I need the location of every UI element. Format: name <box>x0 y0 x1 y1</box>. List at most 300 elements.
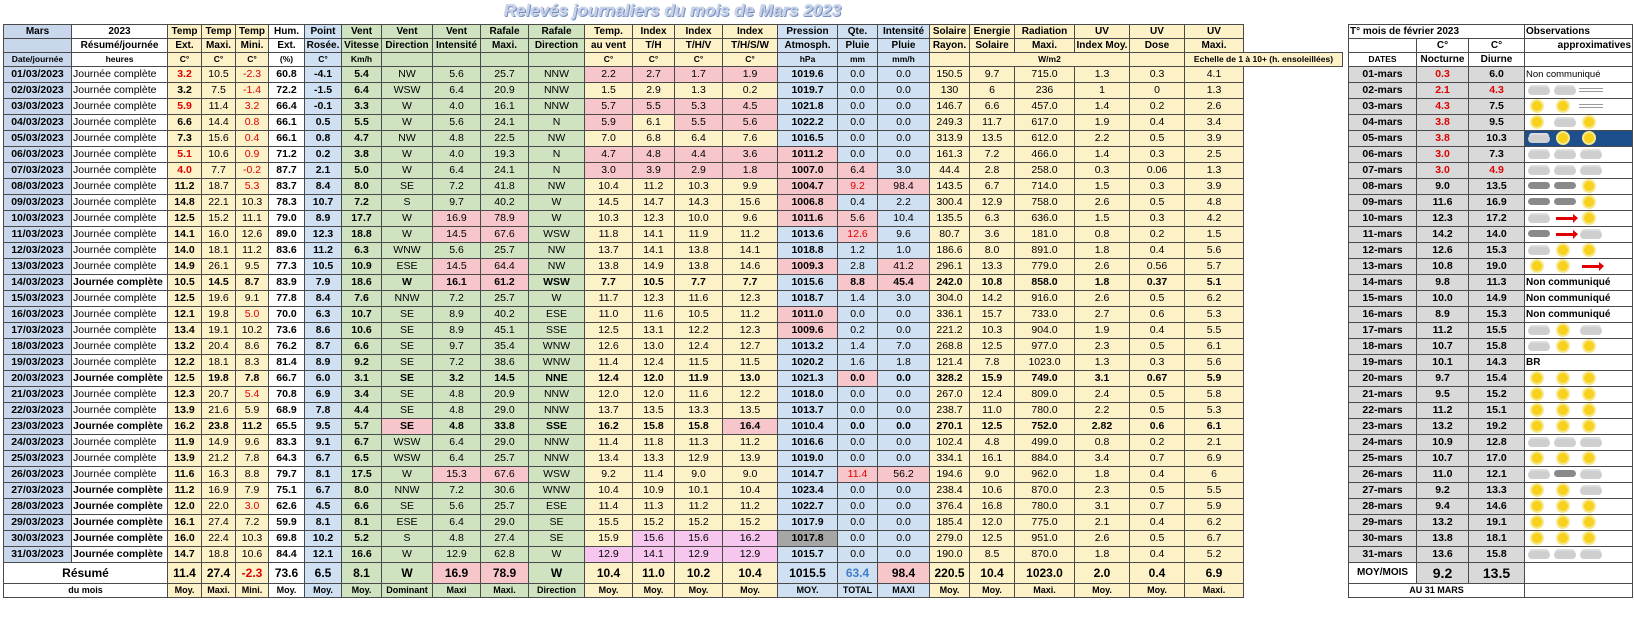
data-cell: 4.4 <box>675 147 723 163</box>
data-cell: 10.5 <box>675 307 723 323</box>
rain-cloud-icon <box>1552 180 1578 193</box>
nocturne-value: 4.3 <box>1417 99 1469 115</box>
date-cell: 01/03/2023 <box>4 67 72 83</box>
data-cell: 870.0 <box>1015 547 1075 563</box>
data-cell: 16.1 <box>481 99 529 115</box>
summary-footer: Moy. <box>342 584 382 598</box>
data-cell: Journée complète <box>72 483 168 499</box>
nocturne-value: 11.6 <box>1417 195 1469 211</box>
data-cell: 41.8 <box>481 179 529 195</box>
column-header: mm <box>838 53 878 67</box>
data-cell: 19.8 <box>202 371 236 387</box>
nocturne-label: Nocturne <box>1417 53 1469 67</box>
data-cell: 12.7 <box>723 339 778 355</box>
observation-cell <box>1525 403 1633 419</box>
data-cell: NNW <box>529 83 585 99</box>
data-cell: 4.5 <box>723 99 778 115</box>
data-cell: 3.9 <box>1185 131 1244 147</box>
data-cell: Journée complète <box>72 243 168 259</box>
nocturne-value: 3.0 <box>1417 163 1469 179</box>
date-cell: 19-mars <box>1349 355 1417 371</box>
data-cell: 0.5 <box>305 115 342 131</box>
wind-arrow-icon <box>1578 260 1604 273</box>
data-cell: 8.8 <box>236 467 269 483</box>
nocturne-value: 10.0 <box>1417 291 1469 307</box>
summary-row <box>4 563 1343 584</box>
data-cell: 7.0 <box>585 131 633 147</box>
date-cell: 25/03/2023 <box>4 451 72 467</box>
date-cell: 20-mars <box>1349 371 1417 387</box>
column-header: Rafale <box>529 25 585 39</box>
summary-value: 220.5 <box>930 563 970 584</box>
data-cell: 40.2 <box>481 307 529 323</box>
data-cell: 10.3 <box>585 211 633 227</box>
date-cell: 12-mars <box>1349 243 1417 259</box>
data-cell: 5.0 <box>236 307 269 323</box>
data-cell: 68.9 <box>269 403 305 419</box>
data-cell: 6.3 <box>970 211 1015 227</box>
data-cell: 2.2 <box>1075 131 1130 147</box>
sun-icon <box>1552 340 1578 353</box>
data-cell: 8.1 <box>305 515 342 531</box>
nocturne-value: 14.2 <box>1417 227 1469 243</box>
data-cell: 6.1 <box>633 115 675 131</box>
summary-value: 10.2 <box>675 563 723 584</box>
data-cell: 16.9 <box>433 211 481 227</box>
date-cell: 09-mars <box>1349 195 1417 211</box>
data-cell: 4.8 <box>433 131 481 147</box>
column-header: UV <box>1130 25 1185 39</box>
date-cell: 07/03/2023 <box>4 163 72 179</box>
data-cell: 15.8 <box>675 419 723 435</box>
data-cell: 5.9 <box>1185 499 1244 515</box>
data-cell: 5.7 <box>1185 259 1244 275</box>
column-header <box>930 53 970 67</box>
data-cell: 3.1 <box>342 371 382 387</box>
data-cell: 0.5 <box>1130 291 1185 307</box>
table-row <box>1349 435 1633 451</box>
data-cell: 71.2 <box>269 147 305 163</box>
data-cell: Journée complète <box>72 259 168 275</box>
summary-footer: Moy. <box>1130 584 1185 598</box>
data-cell: SE <box>382 355 433 371</box>
data-cell: Journée complète <box>72 371 168 387</box>
data-cell: 13.9 <box>168 403 202 419</box>
data-cell: 146.7 <box>930 99 970 115</box>
diurne-value: 13.5 <box>1469 179 1525 195</box>
diurne-value: 15.4 <box>1469 371 1525 387</box>
data-cell: NNW <box>529 67 585 83</box>
table-row <box>1349 515 1633 531</box>
summary-value: 10.4 <box>970 563 1015 584</box>
data-cell: 6.1 <box>1185 419 1244 435</box>
column-header <box>1130 53 1185 67</box>
data-cell: 7.6 <box>342 291 382 307</box>
column-header: Date/journée <box>4 53 72 67</box>
data-cell: 617.0 <box>1015 115 1075 131</box>
data-cell: 775.0 <box>1015 515 1075 531</box>
observation-cell <box>1525 419 1633 435</box>
data-cell: 13.8 <box>585 259 633 275</box>
cloud-icon <box>1578 484 1604 497</box>
data-cell: 8.7 <box>305 339 342 355</box>
table-row <box>4 371 1343 387</box>
data-cell: 7.6 <box>723 131 778 147</box>
table-row <box>4 403 1343 419</box>
data-cell: SE <box>529 515 585 531</box>
data-cell: 12.0 <box>633 371 675 387</box>
observations-subtitle: approximatives <box>1525 39 1633 53</box>
daily-readings-table <box>3 24 1343 598</box>
observation-text: Non communiqué <box>1526 293 1611 304</box>
data-cell: W <box>382 547 433 563</box>
cloud-icon <box>1526 468 1552 481</box>
column-header: UV <box>1185 25 1244 39</box>
diurne-value: 19.1 <box>1469 515 1525 531</box>
data-cell: 11.4 <box>585 435 633 451</box>
data-cell: Journée complète <box>72 83 168 99</box>
data-cell: 10.5 <box>168 275 202 291</box>
data-cell: Journée complète <box>72 403 168 419</box>
column-header: Rafale <box>481 25 529 39</box>
data-cell: 0.0 <box>838 387 878 403</box>
observation-cell <box>1525 499 1633 515</box>
observation-cell <box>1525 387 1633 403</box>
data-cell: 8.6 <box>236 339 269 355</box>
data-cell: 0.5 <box>1130 339 1185 355</box>
data-cell: 1010.4 <box>778 419 838 435</box>
date-cell: 06/03/2023 <box>4 147 72 163</box>
rain-cloud-icon <box>1526 228 1552 241</box>
diurne-value: 12.8 <box>1469 435 1525 451</box>
data-cell: 5.4 <box>236 387 269 403</box>
data-cell: 13.4 <box>168 323 202 339</box>
data-cell: WNW <box>529 339 585 355</box>
data-cell: 3.4 <box>342 387 382 403</box>
data-cell: 1.8 <box>878 355 930 371</box>
data-cell: 18.1 <box>202 243 236 259</box>
data-cell: 0.0 <box>878 131 930 147</box>
table-row <box>1349 371 1633 387</box>
data-cell: 11.2 <box>305 243 342 259</box>
date-cell: 01-mars <box>1349 67 1417 83</box>
column-header: Solaire <box>930 25 970 39</box>
data-cell: 14.5 <box>585 195 633 211</box>
data-cell: 1004.7 <box>778 179 838 195</box>
data-cell: 1.9 <box>1075 323 1130 339</box>
data-cell: Journée complète <box>72 339 168 355</box>
data-cell: 41.2 <box>878 259 930 275</box>
data-cell: 0.37 <box>1130 275 1185 291</box>
data-cell: 6.3 <box>305 307 342 323</box>
observation-text: BR <box>1526 357 1541 368</box>
summary-footer: TOTAL <box>838 584 878 598</box>
data-cell: 10.1 <box>675 483 723 499</box>
data-cell: 25.7 <box>481 243 529 259</box>
data-cell: 6.4 <box>675 131 723 147</box>
data-cell: Journée complète <box>72 531 168 547</box>
data-cell: 16.2 <box>585 419 633 435</box>
column-header: Pluie <box>878 39 930 53</box>
diurne-value: 13.3 <box>1469 483 1525 499</box>
diurne-label: Diurne <box>1469 53 1525 67</box>
data-cell: 238.7 <box>930 403 970 419</box>
data-cell: 2.82 <box>1075 419 1130 435</box>
data-cell: 20.7 <box>202 387 236 403</box>
data-cell: 268.8 <box>930 339 970 355</box>
data-cell: 11.2 <box>236 419 269 435</box>
nocturne-value: 12.6 <box>1417 243 1469 259</box>
date-cell: 28-mars <box>1349 499 1417 515</box>
data-cell: 7.9 <box>305 275 342 291</box>
table-row <box>4 483 1343 499</box>
data-cell: 13.5 <box>723 403 778 419</box>
data-cell: 8.8 <box>838 275 878 291</box>
data-cell: WSW <box>382 83 433 99</box>
data-cell: 11.2 <box>168 483 202 499</box>
summary-value: 1023.0 <box>1015 563 1075 584</box>
nocturne-value: 3.0 <box>1417 147 1469 163</box>
header-row <box>4 39 1343 53</box>
data-cell: W <box>382 99 433 115</box>
nocturne-value: 13.2 <box>1417 419 1469 435</box>
table-row <box>1349 195 1633 211</box>
data-cell: 2.6 <box>1075 531 1130 547</box>
data-cell: 9.9 <box>723 179 778 195</box>
summary-value: 10.4 <box>585 563 633 584</box>
table-row <box>4 291 1343 307</box>
data-cell: 15.2 <box>675 515 723 531</box>
data-cell: 13.7 <box>585 243 633 259</box>
summary-label: MOY/MOIS <box>1349 563 1417 584</box>
data-cell: 18.7 <box>202 179 236 195</box>
data-cell: 12.1 <box>305 547 342 563</box>
data-cell: 977.0 <box>1015 339 1075 355</box>
table-row <box>4 547 1343 563</box>
data-cell: 14.5 <box>433 259 481 275</box>
column-header: Hum. <box>269 25 305 39</box>
data-cell: 25.7 <box>481 499 529 515</box>
data-cell: 65.5 <box>269 419 305 435</box>
observation-cell <box>1525 435 1633 451</box>
data-cell: 2.1 <box>305 163 342 179</box>
column-header: Intensité <box>878 25 930 39</box>
summary-nocturne: 9.2 <box>1417 563 1469 584</box>
data-cell: ESE <box>382 515 433 531</box>
column-header: C° <box>585 53 633 67</box>
table-row <box>4 435 1343 451</box>
data-cell: 12.9 <box>433 547 481 563</box>
data-cell: 81.4 <box>269 355 305 371</box>
data-cell: 5.6 <box>1185 243 1244 259</box>
data-cell: 3.0 <box>878 291 930 307</box>
data-cell: 336.1 <box>930 307 970 323</box>
data-cell: 5.6 <box>433 67 481 83</box>
column-header: Dose <box>1130 39 1185 53</box>
sun-icon <box>1578 532 1604 545</box>
data-cell: 66.1 <box>269 115 305 131</box>
table-row <box>1349 499 1633 515</box>
data-cell: 20.9 <box>481 387 529 403</box>
data-cell: S <box>382 531 433 547</box>
data-cell: 5.9 <box>585 115 633 131</box>
data-cell: 916.0 <box>1015 291 1075 307</box>
data-cell: 334.1 <box>930 451 970 467</box>
data-cell: 16.2 <box>723 531 778 547</box>
data-cell: 59.9 <box>269 515 305 531</box>
data-cell: 0.0 <box>838 403 878 419</box>
data-cell: 19.3 <box>481 147 529 163</box>
data-cell: 715.0 <box>1015 67 1075 83</box>
nocturne-value: 9.0 <box>1417 179 1469 195</box>
data-cell: 10.0 <box>675 211 723 227</box>
diurne-value: 19.2 <box>1469 419 1525 435</box>
data-cell: 4.8 <box>433 419 481 435</box>
page-title: Relevés journaliers du mois de Mars 2023 <box>503 1 842 20</box>
column-header: Temp <box>236 25 269 39</box>
data-cell: 11.1 <box>236 211 269 227</box>
data-cell: 3.4 <box>1185 115 1244 131</box>
data-cell: 10.4 <box>585 179 633 195</box>
data-cell: 19.6 <box>202 291 236 307</box>
summary-footer: Moy. <box>633 584 675 598</box>
data-cell: 1.3 <box>1075 67 1130 83</box>
data-cell: 13.8 <box>675 243 723 259</box>
data-cell: 5.5 <box>342 115 382 131</box>
data-cell: 1.4 <box>838 339 878 355</box>
data-cell: W <box>529 195 585 211</box>
data-cell: 1.3 <box>1075 355 1130 371</box>
column-header: Vitesse <box>342 39 382 53</box>
date-cell: 29-mars <box>1349 515 1417 531</box>
data-cell: 0.0 <box>878 531 930 547</box>
data-cell: 12.3 <box>633 211 675 227</box>
data-cell: 4.2 <box>1185 211 1244 227</box>
data-cell: 10.7 <box>342 307 382 323</box>
data-cell: 7.7 <box>585 275 633 291</box>
summary-footer: Maxi. <box>1185 584 1244 598</box>
data-cell: 1.3 <box>1185 163 1244 179</box>
data-cell: 61.2 <box>481 275 529 291</box>
summary-value: 27.4 <box>202 563 236 584</box>
table-row <box>1349 483 1633 499</box>
data-cell: 20.9 <box>481 83 529 99</box>
date-cell: 13/03/2023 <box>4 259 72 275</box>
data-cell: 0.3 <box>1130 179 1185 195</box>
observation-cell <box>1525 531 1633 547</box>
sun-icon <box>1526 388 1552 401</box>
data-cell: 12.5 <box>970 531 1015 547</box>
data-cell: 15.2 <box>633 515 675 531</box>
table-row <box>4 259 1343 275</box>
data-cell: 5.6 <box>723 115 778 131</box>
data-cell: 3.6 <box>970 227 1015 243</box>
table-row <box>1349 99 1633 115</box>
data-cell: 9.6 <box>236 435 269 451</box>
diurne-value: 18.1 <box>1469 531 1525 547</box>
data-cell: 0.0 <box>878 115 930 131</box>
data-cell: 5.1 <box>168 147 202 163</box>
sun-icon <box>1526 500 1552 513</box>
data-cell: 8.9 <box>305 355 342 371</box>
data-cell: 904.0 <box>1015 323 1075 339</box>
nocturne-value: 13.6 <box>1417 547 1469 563</box>
data-cell: 221.2 <box>930 323 970 339</box>
data-cell: 1.7 <box>675 67 723 83</box>
data-cell: 70.8 <box>269 387 305 403</box>
data-cell: 89.0 <box>269 227 305 243</box>
data-cell: 0.5 <box>1130 483 1185 499</box>
table-row <box>1349 387 1633 403</box>
data-cell: 6.8 <box>633 131 675 147</box>
data-cell: 1.5 <box>1075 179 1130 195</box>
column-header: C° <box>236 53 269 67</box>
data-cell: 13.2 <box>168 339 202 355</box>
data-cell: SE <box>382 499 433 515</box>
data-cell: 3.9 <box>1185 179 1244 195</box>
data-cell: NW <box>529 259 585 275</box>
data-cell: 5.6 <box>433 115 481 131</box>
date-cell: 03-mars <box>1349 99 1417 115</box>
data-cell: 45.1 <box>481 323 529 339</box>
data-cell: Journée complète <box>72 211 168 227</box>
header-row <box>4 53 1343 67</box>
data-cell: 11.4 <box>585 499 633 515</box>
data-cell: SE <box>529 531 585 547</box>
summary-value: 2.0 <box>1075 563 1130 584</box>
data-cell: 11.2 <box>723 499 778 515</box>
data-cell: 10.6 <box>236 547 269 563</box>
date-cell: 26-mars <box>1349 467 1417 483</box>
table-row <box>4 339 1343 355</box>
data-cell: 7.8 <box>236 451 269 467</box>
data-cell: 5.5 <box>633 99 675 115</box>
data-cell: 84.4 <box>269 547 305 563</box>
data-cell: 14.3 <box>675 195 723 211</box>
data-cell: 14.5 <box>202 275 236 291</box>
table-row <box>4 131 1343 147</box>
data-cell: 13.3 <box>633 451 675 467</box>
data-cell: 6.5 <box>342 451 382 467</box>
observations-title: Observations <box>1525 25 1633 39</box>
nocturne-value: 10.7 <box>1417 339 1469 355</box>
column-header: Ext. <box>168 39 202 53</box>
data-cell: N <box>529 163 585 179</box>
data-cell: 6.9 <box>305 387 342 403</box>
observation-cell <box>1525 195 1633 211</box>
sun-icon <box>1578 340 1604 353</box>
column-header <box>382 53 433 67</box>
diurne-value: 17.2 <box>1469 211 1525 227</box>
data-cell: 9.1 <box>236 291 269 307</box>
data-cell: 25.7 <box>481 67 529 83</box>
data-cell: Journée complète <box>72 515 168 531</box>
data-cell: 4.0 <box>168 163 202 179</box>
data-cell: 38.6 <box>481 355 529 371</box>
data-cell: 15.2 <box>202 211 236 227</box>
data-cell: 44.4 <box>930 163 970 179</box>
data-cell: 5.3 <box>675 99 723 115</box>
rain-cloud-icon <box>1552 468 1578 481</box>
table-row <box>1349 179 1633 195</box>
sun-icon <box>1526 116 1552 129</box>
data-cell: 1022.7 <box>778 499 838 515</box>
data-cell: 11.6 <box>675 291 723 307</box>
data-cell: 21.2 <box>202 451 236 467</box>
data-cell: 1019.7 <box>778 83 838 99</box>
nocturne-value: 11.0 <box>1417 467 1469 483</box>
wind-arrow-icon <box>1552 212 1578 225</box>
